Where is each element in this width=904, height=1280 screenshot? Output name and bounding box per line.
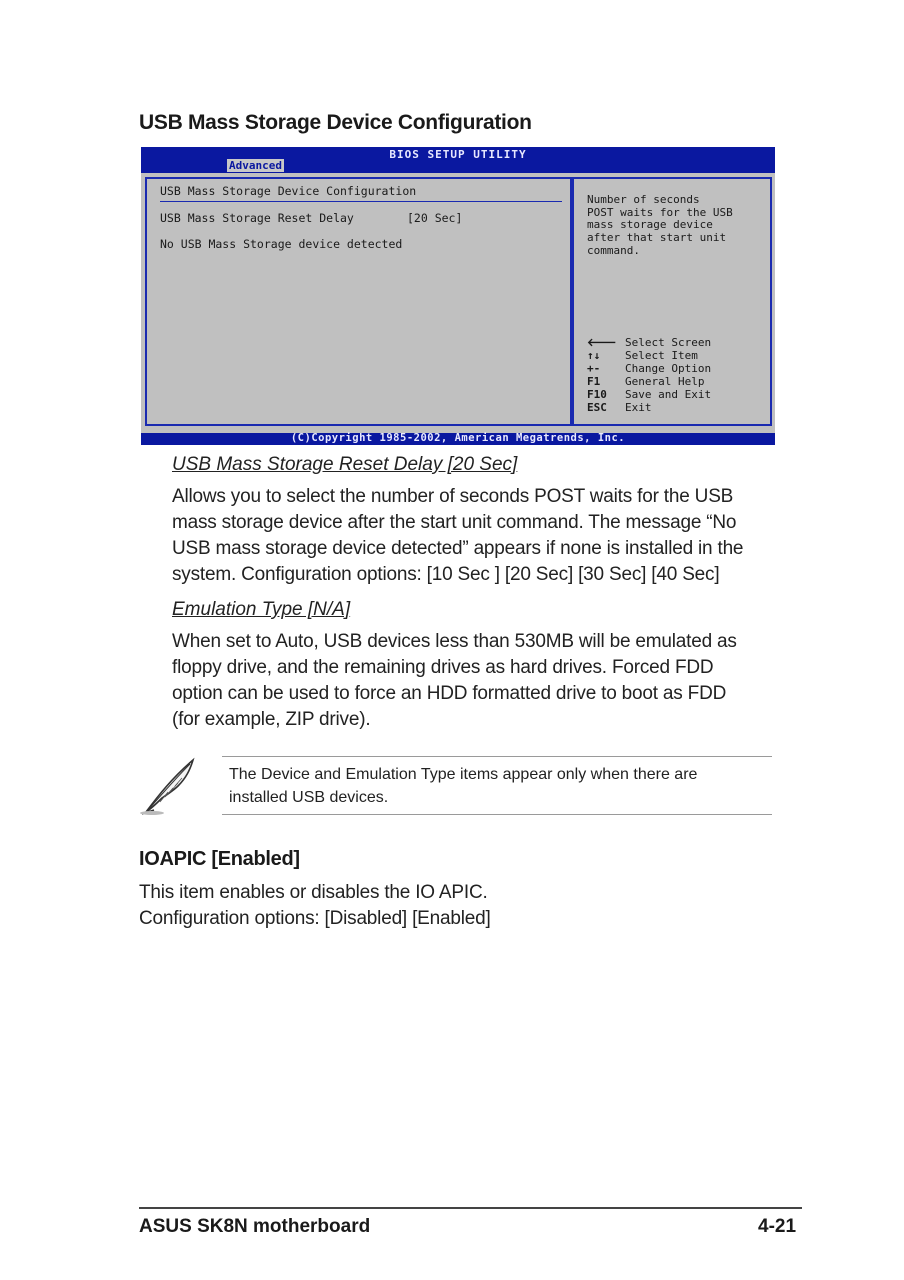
bios-tab-advanced[interactable]: Advanced bbox=[229, 159, 282, 172]
bios-main-panel bbox=[145, 177, 572, 426]
bios-heading-divider bbox=[160, 201, 562, 202]
text-line: option can be used to force an HDD formatted drive to boot as FDD bbox=[172, 683, 727, 704]
key-label: +- bbox=[587, 362, 601, 375]
bios-copyright: (C)Copyright 1985-2002, American Megatrends, Inc. bbox=[290, 432, 626, 444]
key-action: General Help bbox=[625, 375, 705, 388]
bios-help-line: mass storage device bbox=[587, 218, 713, 232]
bios-help-line: command. bbox=[587, 243, 640, 257]
note-top-rule bbox=[222, 756, 772, 757]
bios-item-reset-delay-label[interactable]: USB Mass Storage Reset Delay bbox=[160, 211, 354, 225]
key-label: F10 bbox=[587, 388, 607, 401]
emulation-heading: Emulation Type [N/A] bbox=[172, 599, 351, 620]
key-label: ESC bbox=[587, 401, 607, 414]
text-line: system. Configuration options: [10 Sec ] [20 Sec] [30 Sec] [40 Sec] bbox=[172, 564, 720, 585]
bios-title-bar bbox=[141, 147, 775, 173]
bios-screen bbox=[141, 147, 775, 445]
bios-utility-title: BIOS SETUP UTILITY bbox=[389, 148, 527, 161]
section-title: USB Mass Storage Device Configuration bbox=[139, 111, 532, 134]
bios-help-line: Number of seconds bbox=[587, 193, 700, 206]
up-down-arrows-icon: ↑↓ bbox=[587, 349, 601, 362]
reset-delay-description bbox=[172, 484, 792, 588]
bios-key-change-option bbox=[587, 363, 711, 376]
bios-key-save-exit bbox=[587, 389, 711, 402]
text-line: (for example, ZIP drive). bbox=[172, 709, 371, 730]
emulation-description bbox=[172, 629, 792, 733]
bios-help-line: POST waits for the USB bbox=[587, 205, 733, 219]
text-line: Configuration options: [Disabled] [Enabled] bbox=[139, 908, 491, 929]
key-action: Save and Exit bbox=[625, 388, 712, 401]
reset-delay-heading: USB Mass Storage Reset Delay [20 Sec] bbox=[172, 454, 518, 475]
bios-key-select-item bbox=[587, 350, 698, 363]
left-arrow-icon: 🡐 bbox=[587, 336, 617, 349]
bios-key-general-help bbox=[587, 376, 704, 389]
text-line: When set to Auto, USB devices less than 530MB will be emulated as bbox=[172, 631, 737, 652]
key-action: Select Item bbox=[625, 349, 698, 362]
text-line: floppy drive, and the remaining drives as hard drives. Forced FDD bbox=[172, 657, 714, 678]
ioapic-description bbox=[139, 880, 779, 932]
text-line: This item enables or disables the IO APIC. bbox=[139, 882, 488, 903]
ioapic-heading: IOAPIC [Enabled] bbox=[139, 848, 300, 870]
text-line: mass storage device after the start unit command. The message “No bbox=[172, 512, 737, 533]
text-line: Allows you to select the number of seconds POST waits for the USB bbox=[172, 486, 734, 507]
key-action: Exit bbox=[625, 401, 652, 414]
bios-help-text bbox=[587, 194, 733, 258]
key-action: Select Screen bbox=[625, 336, 712, 349]
bios-item-reset-delay-value[interactable]: [20 Sec] bbox=[407, 211, 463, 225]
bios-panel-heading: USB Mass Storage Device Configuration bbox=[160, 184, 417, 198]
footer-rule bbox=[139, 1207, 802, 1209]
bios-key-exit bbox=[587, 402, 652, 415]
note-line: installed USB devices. bbox=[229, 789, 389, 806]
note-text bbox=[229, 763, 769, 809]
text-line: USB mass storage device detected” appears if none is installed in the bbox=[172, 538, 744, 559]
bios-key-select-screen bbox=[587, 337, 711, 350]
footer-product: ASUS SK8N motherboard bbox=[139, 1216, 371, 1237]
bios-help-panel bbox=[572, 177, 772, 426]
key-label: F1 bbox=[587, 375, 601, 388]
bios-help-line: after that start unit bbox=[587, 231, 727, 245]
note-bottom-rule bbox=[222, 814, 772, 815]
note-line: The Device and Emulation Type items appear only when there are bbox=[229, 766, 698, 783]
key-action: Change Option bbox=[625, 362, 712, 375]
feather-pen-icon bbox=[138, 756, 200, 818]
page-number: 4-21 bbox=[758, 1216, 797, 1237]
bios-status-bar bbox=[141, 433, 775, 445]
bios-status-no-device: No USB Mass Storage device detected bbox=[160, 237, 403, 251]
